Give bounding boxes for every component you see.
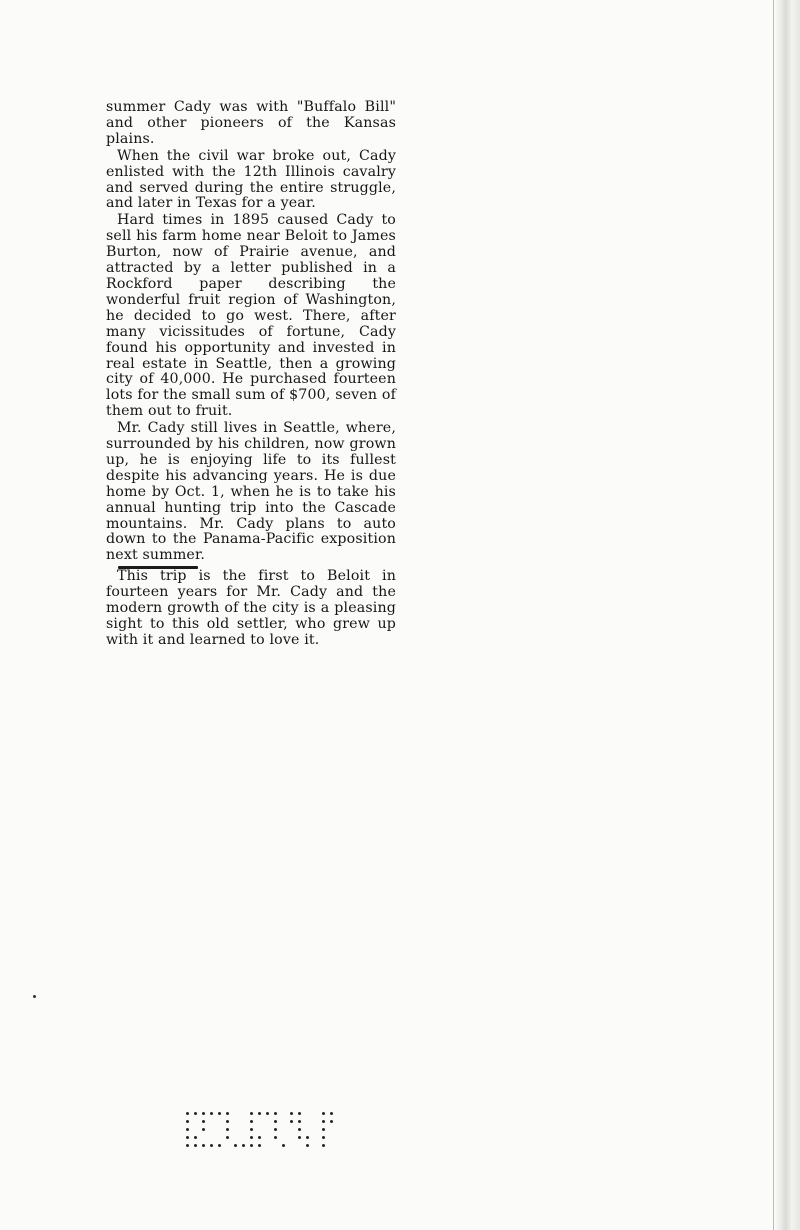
article-paragraph-3: Hard times in 1895 caused Cady to sell his farm home near Beloit to James Burton, now of Prairie avenue, and attracted by a letter published in a Rockford paper describing the wonderful fruit region of Washington, he decided to go west. There, after many vicissitudes of fortune, Cady found his opportunity and invested in real estate in Seattle, then a growing city of 40,000. He purchased fourteen lots for the small sum of $700, seven of them out to fruit.: [106, 212, 396, 420]
perforation-dot: [266, 1112, 269, 1115]
perforation-dot: [226, 1112, 229, 1115]
perforation-dot: [282, 1144, 285, 1147]
perforation-dot: [226, 1136, 229, 1139]
perforation-dot: [322, 1136, 325, 1139]
perforation-dot: [226, 1128, 229, 1131]
perforation-stamp: [186, 1112, 346, 1152]
article-paragraph-4: Mr. Cady still lives in Seattle, where, surrounded by his children, now grown up, he is enjoying life to its fullest despite his advancing years. He is due home by Oct. 1, when he is to take his annual hunting trip into the Cascade mountains. Mr. Cady plans to auto down to the Panama-Pacific exposition next summer.: [106, 420, 396, 564]
perforation-dot: [250, 1144, 253, 1147]
perforation-dot: [250, 1136, 253, 1139]
perforation-dot: [194, 1112, 197, 1115]
perforation-dot: [298, 1112, 301, 1115]
margin-speck: [33, 995, 36, 998]
perforation-dot: [330, 1112, 333, 1115]
perforation-dot: [202, 1120, 205, 1123]
perforation-dot: [322, 1128, 325, 1131]
perforation-dot: [250, 1128, 253, 1131]
perforation-dot: [258, 1112, 261, 1115]
perforation-dot: [186, 1144, 189, 1147]
page-edge: [773, 0, 800, 1230]
perforation-dot: [210, 1144, 213, 1147]
perforation-dot: [298, 1136, 301, 1139]
perforation-dot: [258, 1136, 261, 1139]
perforation-dot: [202, 1144, 205, 1147]
perforation-dot: [322, 1112, 325, 1115]
perforation-dot: [186, 1128, 189, 1131]
perforation-dot: [274, 1120, 277, 1123]
perforation-dot: [186, 1112, 189, 1115]
perforation-dot: [298, 1128, 301, 1131]
perforation-dot: [274, 1112, 277, 1115]
article-paragraph-2: When the civil war broke out, Cady enlisted with the 12th Illinois cavalry and served during the entire struggle, and later in Texas for a year.: [106, 147, 396, 212]
perforation-dot: [194, 1136, 197, 1139]
perforation-dot: [330, 1120, 333, 1123]
perforation-dot: [194, 1144, 197, 1147]
perforation-dot: [242, 1144, 245, 1147]
perforation-dot: [306, 1136, 309, 1139]
perforation-dot: [322, 1144, 325, 1147]
perforation-dot: [202, 1128, 205, 1131]
perforation-dot: [202, 1112, 205, 1115]
perforation-dot: [274, 1136, 277, 1139]
perforation-dot: [298, 1120, 301, 1123]
perforation-dot: [250, 1112, 253, 1115]
perforation-dot: [258, 1144, 261, 1147]
perforation-dot: [186, 1120, 189, 1123]
perforation-dot: [226, 1120, 229, 1123]
perforation-dot: [234, 1144, 237, 1147]
article-paragraph-5: This trip is the first to Beloit in fourteen years for Mr. Cady and the modern growth of the city is a pleasing sight to this old settler, who grew up with it and learned to love it.: [106, 568, 396, 648]
perforation-dot: [306, 1144, 309, 1147]
perforation-dot: [274, 1128, 277, 1131]
perforation-dot: [290, 1112, 293, 1115]
perforation-dot: [210, 1112, 213, 1115]
perforation-dot: [290, 1120, 293, 1123]
perforation-dot: [322, 1120, 325, 1123]
perforation-dot: [218, 1112, 221, 1115]
perforation-dot: [250, 1120, 253, 1123]
article-paragraph-1: summer Cady was with "Buffalo Bill" and other pioneers of the Kansas plains.: [106, 99, 396, 147]
perforation-dot: [218, 1144, 221, 1147]
perforation-dot: [186, 1136, 189, 1139]
newspaper-clipping: [106, 100, 396, 649]
